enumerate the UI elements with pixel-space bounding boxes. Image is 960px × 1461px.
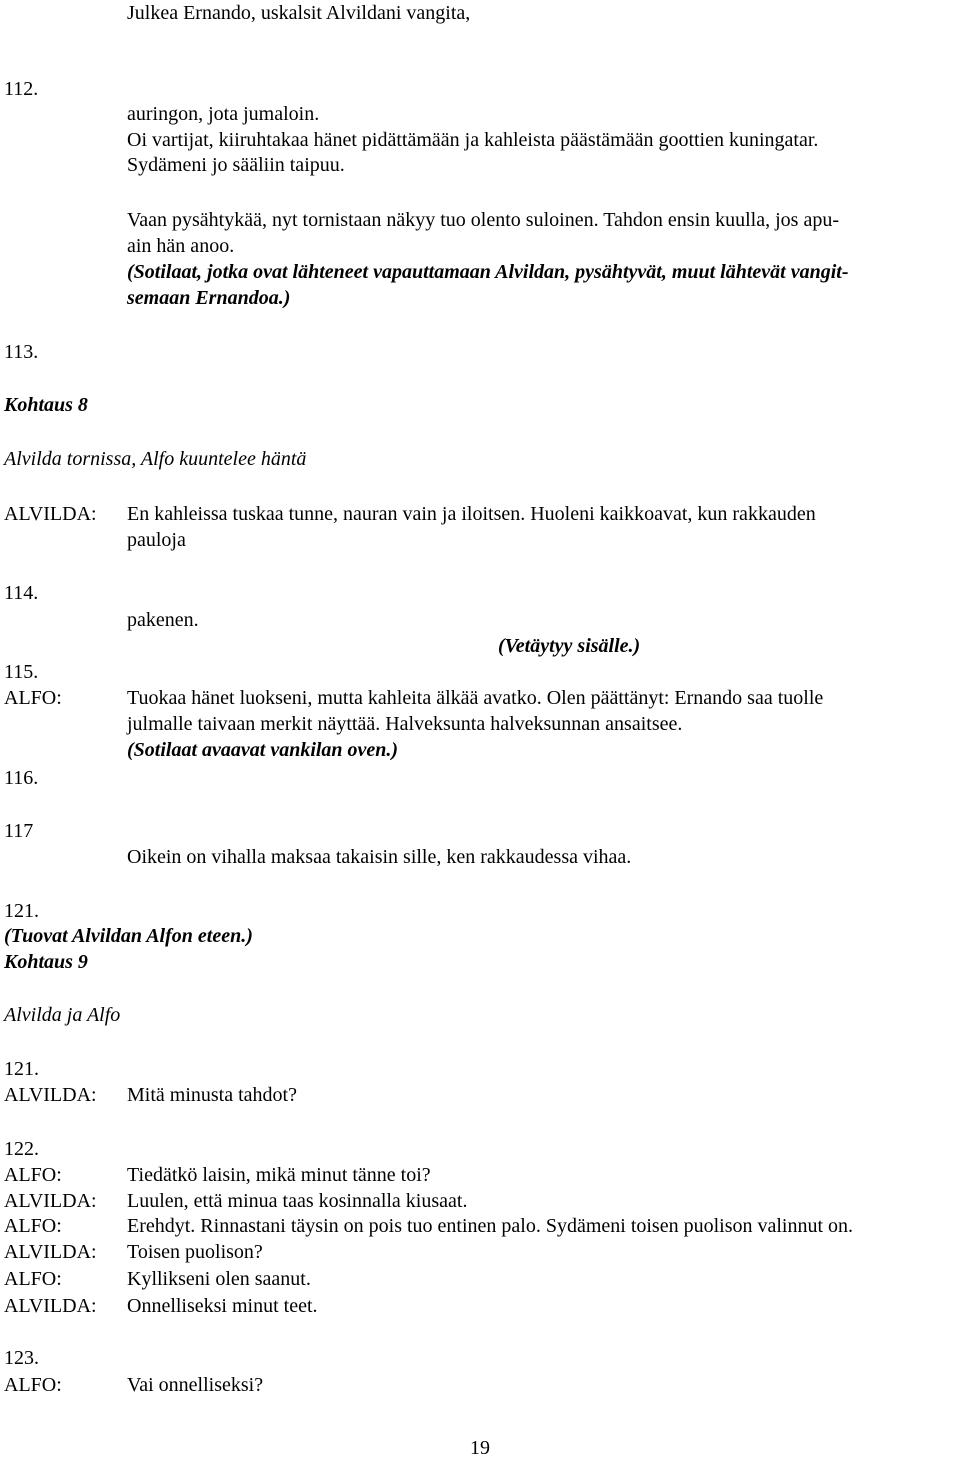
speaker-label: ALFO: — [4, 1374, 62, 1396]
speaker-label: ALVILDA: — [4, 503, 97, 525]
dialogue-line: Tiedätkö laisin, mikä minut tänne toi? — [127, 1164, 431, 1186]
speaker-label: ALVILDA: — [4, 1241, 97, 1263]
line-number: 123. — [4, 1347, 39, 1369]
page-number: 19 — [470, 1437, 490, 1459]
scene-heading: Kohtaus 9 — [4, 951, 88, 973]
stage-direction: (Sotilaat avaavat vankilan oven.) — [127, 739, 399, 761]
speaker-label: ALVILDA: — [4, 1190, 97, 1212]
text-line: Oi vartijat, kiiruhtakaa hänet pidättämään ja kahleista päästämään goottien kuningatar. — [127, 129, 819, 151]
speaker-label: ALFO: — [4, 1164, 62, 1186]
line-number: 117 — [4, 820, 34, 842]
text-line: Julkea Ernando, uskalsit Alvildani vangita, — [127, 2, 471, 24]
line-number: 116. — [4, 767, 39, 789]
dialogue-line: Onnelliseksi minut teet. — [127, 1295, 318, 1317]
line-number: 121. — [4, 900, 39, 922]
text-line: ain hän anoo. — [127, 235, 235, 257]
stage-direction: semaan Ernandoa.) — [127, 287, 291, 309]
scene-heading: Kohtaus 8 — [4, 394, 88, 416]
text-line: auringon, jota jumaloin. — [127, 103, 320, 125]
stage-direction: (Tuovat Alvildan Alfon eteen.) — [4, 925, 253, 947]
dialogue-line: Kyllikseni olen saanut. — [127, 1268, 311, 1290]
line-number: 115. — [4, 661, 39, 683]
dialogue-line: Tuokaa hänet luokseni, mutta kahleita älkää avatko. Olen päättänyt: Ernando saa tuolle — [127, 687, 824, 709]
speaker-label: ALVILDA: — [4, 1295, 97, 1317]
dialogue-line: En kahleissa tuskaa tunne, nauran vain ja iloitsen. Huoleni kaikkoavat, kun rakkauden — [127, 503, 816, 525]
dialogue-line: pauloja — [127, 529, 186, 551]
speaker-label: ALFO: — [4, 1268, 62, 1290]
text-line: Sydämeni jo sääliin taipuu. — [127, 154, 345, 176]
line-number: 113. — [4, 341, 39, 363]
speaker-label: ALFO: — [4, 1215, 62, 1237]
line-number: 122. — [4, 1138, 39, 1160]
dialogue-line: Erehdyt. Rinnastani täysin on pois tuo entinen palo. Sydämeni toisen puolison valinnut on. — [127, 1215, 854, 1237]
dialogue-line: Luulen, että minua taas kosinnalla kiusaat. — [127, 1190, 468, 1212]
stage-direction: (Sotilaat, jotka ovat lähteneet vapauttamaan Alvildan, pysähtyvät, muut lähtevät vangit- — [127, 261, 849, 283]
dialogue-line: Vai onnelliseksi? — [127, 1374, 264, 1396]
scene-description: Alvilda ja Alfo — [4, 1004, 121, 1026]
dialogue-line: Oikein on vihalla maksaa takaisin sille, ken rakkaudessa vihaa. — [127, 846, 632, 868]
text-line: Vaan pysähtykää, nyt tornistaan näkyy tuo olento suloinen. Tahdon ensin kuulla, jos apu- — [127, 209, 839, 231]
line-number: 114. — [4, 582, 39, 604]
dialogue-line: Toisen puolison? — [127, 1241, 263, 1263]
scene-description: Alvilda tornissa, Alfo kuuntelee häntä — [4, 448, 307, 470]
speaker-label: ALVILDA: — [4, 1084, 97, 1106]
speaker-label: ALFO: — [4, 687, 62, 709]
stage-direction: (Vetäytyy sisälle.) — [498, 635, 641, 657]
dialogue-line: julmalle taivaan merkit näyttää. Halveksunta halveksunnan ansaitsee. — [127, 713, 683, 735]
dialogue-line: pakenen. — [127, 609, 199, 631]
line-number: 121. — [4, 1058, 39, 1080]
dialogue-line: Mitä minusta tahdot? — [127, 1084, 297, 1106]
line-number: 112. — [4, 78, 39, 100]
